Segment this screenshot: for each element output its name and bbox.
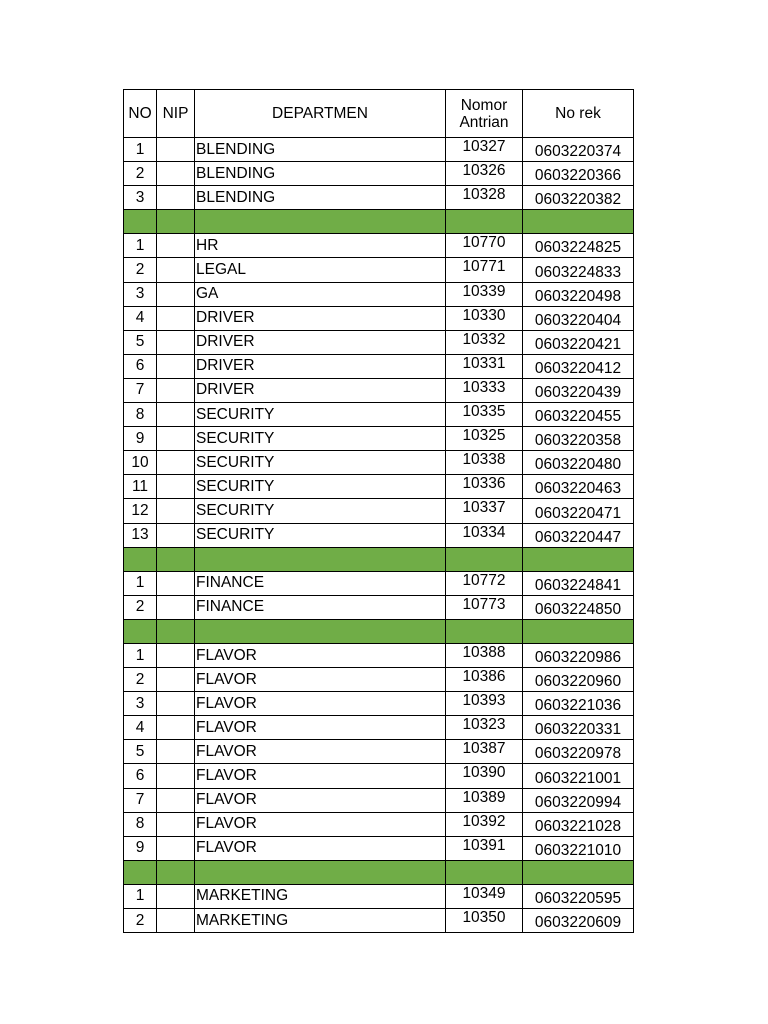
table-row (124, 692, 634, 716)
row-nip-cell (157, 884, 195, 908)
row-no-rek-cell: 0603220986 (523, 643, 634, 667)
table-row (124, 909, 634, 933)
row-department-cell: SECURITY (195, 427, 446, 451)
row-nomor-antrian-cell: 10392 (446, 812, 523, 836)
row-nip-cell (157, 306, 195, 330)
row-no-cell: 3 (124, 186, 157, 210)
row-nomor-antrian-cell: 10325 (446, 427, 523, 451)
row-nip-cell (157, 571, 195, 595)
row-department-cell: HR (195, 234, 446, 258)
row-nomor-antrian-cell: 10339 (446, 282, 523, 306)
table-row (124, 354, 634, 378)
separator-cell (157, 860, 195, 884)
table-row (124, 162, 634, 186)
separator-cell (446, 619, 523, 643)
row-department-cell: BLENDING (195, 138, 446, 162)
group-separator-row (124, 547, 634, 571)
row-nip-cell (157, 234, 195, 258)
row-nip-cell (157, 354, 195, 378)
row-no-rek-cell: 0603220404 (523, 306, 634, 330)
table-row (124, 788, 634, 812)
row-nomor-antrian-cell: 10330 (446, 306, 523, 330)
separator-cell (446, 210, 523, 234)
row-department-cell: DRIVER (195, 378, 446, 402)
row-nip-cell (157, 836, 195, 860)
header-nomor-line2: Antrian (459, 113, 509, 131)
row-no-rek-cell: 0603220471 (523, 499, 634, 523)
header-row (124, 90, 634, 138)
separator-cell (124, 210, 157, 234)
row-no-rek-cell: 0603220609 (523, 909, 634, 933)
row-nip-cell (157, 258, 195, 282)
row-no-cell: 3 (124, 282, 157, 306)
row-department-cell: FLAVOR (195, 668, 446, 692)
row-nomor-antrian-cell: 10350 (446, 909, 523, 933)
row-no-cell: 4 (124, 306, 157, 330)
row-nomor-antrian-cell: 10337 (446, 499, 523, 523)
row-no-cell: 10 (124, 451, 157, 475)
separator-cell (195, 547, 446, 571)
row-nomor-antrian-cell: 10331 (446, 354, 523, 378)
row-no-rek-cell: 0603220960 (523, 668, 634, 692)
row-nomor-antrian-cell: 10326 (446, 162, 523, 186)
row-no-cell: 2 (124, 668, 157, 692)
table-row (124, 884, 634, 908)
row-department-cell: FINANCE (195, 595, 446, 619)
row-nip-cell (157, 788, 195, 812)
row-nip-cell (157, 162, 195, 186)
row-department-cell: DRIVER (195, 354, 446, 378)
row-department-cell: GA (195, 282, 446, 306)
row-nip-cell (157, 451, 195, 475)
row-nomor-antrian-cell: 10771 (446, 258, 523, 282)
row-nip-cell (157, 138, 195, 162)
header-no-rek: No rek (523, 90, 634, 138)
row-nip-cell (157, 595, 195, 619)
row-no-rek-cell: 0603220994 (523, 788, 634, 812)
row-no-cell: 1 (124, 571, 157, 595)
row-nomor-antrian-cell: 10773 (446, 595, 523, 619)
separator-cell (124, 860, 157, 884)
row-nip-cell (157, 499, 195, 523)
row-nomor-antrian-cell: 10390 (446, 764, 523, 788)
row-no-cell: 2 (124, 909, 157, 933)
row-no-rek-cell: 0603220455 (523, 403, 634, 427)
row-no-rek-cell: 0603221001 (523, 764, 634, 788)
row-nomor-antrian-cell: 10328 (446, 186, 523, 210)
row-no-rek-cell: 0603221010 (523, 836, 634, 860)
row-nip-cell (157, 282, 195, 306)
separator-cell (157, 619, 195, 643)
row-nomor-antrian-cell: 10349 (446, 884, 523, 908)
row-department-cell: MARKETING (195, 909, 446, 933)
group-separator-row (124, 210, 634, 234)
row-no-rek-cell: 0603220498 (523, 282, 634, 306)
row-nomor-antrian-cell: 10323 (446, 716, 523, 740)
row-nip-cell (157, 740, 195, 764)
separator-cell (523, 547, 634, 571)
row-no-cell: 2 (124, 258, 157, 282)
table-row (124, 740, 634, 764)
group-separator-row (124, 619, 634, 643)
row-no-cell: 12 (124, 499, 157, 523)
row-nip-cell (157, 643, 195, 667)
row-nomor-antrian-cell: 10327 (446, 138, 523, 162)
table-row (124, 523, 634, 547)
row-no-cell: 1 (124, 884, 157, 908)
row-no-rek-cell: 0603220382 (523, 186, 634, 210)
row-no-rek-cell: 0603224825 (523, 234, 634, 258)
row-nomor-antrian-cell: 10338 (446, 451, 523, 475)
separator-cell (124, 547, 157, 571)
row-department-cell: DRIVER (195, 306, 446, 330)
row-no-cell: 3 (124, 692, 157, 716)
row-nip-cell (157, 668, 195, 692)
row-nip-cell (157, 716, 195, 740)
row-nomor-antrian-cell: 10387 (446, 740, 523, 764)
row-department-cell: FLAVOR (195, 643, 446, 667)
row-no-cell: 9 (124, 836, 157, 860)
row-department-cell: SECURITY (195, 451, 446, 475)
row-nip-cell (157, 475, 195, 499)
row-nip-cell (157, 427, 195, 451)
row-department-cell: FLAVOR (195, 836, 446, 860)
separator-cell (124, 619, 157, 643)
row-department-cell: SECURITY (195, 475, 446, 499)
row-nip-cell (157, 909, 195, 933)
row-nip-cell (157, 692, 195, 716)
row-no-rek-cell: 0603220374 (523, 138, 634, 162)
row-no-cell: 9 (124, 427, 157, 451)
row-nomor-antrian-cell: 10333 (446, 378, 523, 402)
table-row (124, 836, 634, 860)
row-nomor-antrian-cell: 10334 (446, 523, 523, 547)
row-no-cell: 8 (124, 403, 157, 427)
table-row (124, 571, 634, 595)
separator-cell (523, 860, 634, 884)
row-nip-cell (157, 764, 195, 788)
row-department-cell: SECURITY (195, 499, 446, 523)
table-body (124, 138, 634, 933)
row-nip-cell (157, 186, 195, 210)
row-department-cell: BLENDING (195, 186, 446, 210)
header-no: NO (124, 90, 157, 138)
row-department-cell: FLAVOR (195, 740, 446, 764)
row-no-cell: 11 (124, 475, 157, 499)
separator-cell (446, 547, 523, 571)
row-no-rek-cell: 0603221036 (523, 692, 634, 716)
row-no-cell: 1 (124, 643, 157, 667)
row-no-rek-cell: 0603220412 (523, 354, 634, 378)
header-nomor-antrian (446, 90, 523, 138)
row-no-rek-cell: 0603221028 (523, 812, 634, 836)
row-nomor-antrian-cell: 10336 (446, 475, 523, 499)
table-row (124, 330, 634, 354)
separator-cell (523, 210, 634, 234)
row-department-cell: FLAVOR (195, 692, 446, 716)
table-header (124, 90, 634, 138)
row-no-rek-cell: 0603220439 (523, 378, 634, 402)
header-nomor-line1: Nomor (460, 96, 508, 114)
table-row (124, 378, 634, 402)
employee-queue-table (123, 89, 634, 933)
row-department-cell: MARKETING (195, 884, 446, 908)
table-row (124, 403, 634, 427)
table-row (124, 186, 634, 210)
row-department-cell: SECURITY (195, 403, 446, 427)
table-row (124, 716, 634, 740)
table-row (124, 427, 634, 451)
row-department-cell: FLAVOR (195, 812, 446, 836)
row-no-rek-cell: 0603220331 (523, 716, 634, 740)
table-row (124, 764, 634, 788)
row-department-cell: LEGAL (195, 258, 446, 282)
table-row (124, 234, 634, 258)
row-no-cell: 5 (124, 740, 157, 764)
row-no-cell: 7 (124, 378, 157, 402)
separator-cell (446, 860, 523, 884)
row-nomor-antrian-cell: 10393 (446, 692, 523, 716)
row-no-cell: 2 (124, 595, 157, 619)
group-separator-row (124, 860, 634, 884)
table-row (124, 643, 634, 667)
row-no-rek-cell: 0603220366 (523, 162, 634, 186)
row-department-cell: FLAVOR (195, 764, 446, 788)
table-row (124, 812, 634, 836)
row-nomor-antrian-cell: 10335 (446, 403, 523, 427)
table-row (124, 138, 634, 162)
table-row (124, 306, 634, 330)
separator-cell (195, 210, 446, 234)
row-department-cell: SECURITY (195, 523, 446, 547)
row-nomor-antrian-cell: 10389 (446, 788, 523, 812)
row-no-cell: 1 (124, 234, 157, 258)
table-row (124, 499, 634, 523)
header-departmen: DEPARTMEN (195, 90, 446, 138)
row-no-rek-cell: 0603220978 (523, 740, 634, 764)
row-no-cell: 6 (124, 354, 157, 378)
header-nip: NIP (157, 90, 195, 138)
row-no-rek-cell: 0603220447 (523, 523, 634, 547)
table-row (124, 282, 634, 306)
row-nomor-antrian-cell: 10388 (446, 643, 523, 667)
table-row (124, 595, 634, 619)
row-no-rek-cell: 0603220463 (523, 475, 634, 499)
row-nip-cell (157, 812, 195, 836)
row-nip-cell (157, 378, 195, 402)
separator-cell (157, 210, 195, 234)
row-no-cell: 4 (124, 716, 157, 740)
row-no-rek-cell: 0603220421 (523, 330, 634, 354)
row-nomor-antrian-cell: 10332 (446, 330, 523, 354)
row-no-cell: 1 (124, 138, 157, 162)
row-no-cell: 6 (124, 764, 157, 788)
row-department-cell: FLAVOR (195, 716, 446, 740)
table-row (124, 475, 634, 499)
table-row (124, 451, 634, 475)
row-no-cell: 2 (124, 162, 157, 186)
row-no-cell: 5 (124, 330, 157, 354)
row-no-rek-cell: 0603224833 (523, 258, 634, 282)
row-nip-cell (157, 523, 195, 547)
separator-cell (195, 619, 446, 643)
separator-cell (157, 547, 195, 571)
row-no-rek-cell: 0603220358 (523, 427, 634, 451)
row-nomor-antrian-cell: 10386 (446, 668, 523, 692)
row-department-cell: FINANCE (195, 571, 446, 595)
row-nomor-antrian-cell: 10770 (446, 234, 523, 258)
employee-queue-table-sheet (123, 89, 633, 933)
row-nip-cell (157, 403, 195, 427)
row-no-rek-cell: 0603224841 (523, 571, 634, 595)
row-no-cell: 7 (124, 788, 157, 812)
row-department-cell: FLAVOR (195, 788, 446, 812)
row-no-cell: 13 (124, 523, 157, 547)
row-nomor-antrian-cell: 10772 (446, 571, 523, 595)
row-no-cell: 8 (124, 812, 157, 836)
separator-cell (523, 619, 634, 643)
row-no-rek-cell: 0603224850 (523, 595, 634, 619)
row-no-rek-cell: 0603220595 (523, 884, 634, 908)
row-no-rek-cell: 0603220480 (523, 451, 634, 475)
row-nomor-antrian-cell: 10391 (446, 836, 523, 860)
row-nip-cell (157, 330, 195, 354)
table-row (124, 668, 634, 692)
separator-cell (195, 860, 446, 884)
row-department-cell: DRIVER (195, 330, 446, 354)
row-department-cell: BLENDING (195, 162, 446, 186)
table-row (124, 258, 634, 282)
